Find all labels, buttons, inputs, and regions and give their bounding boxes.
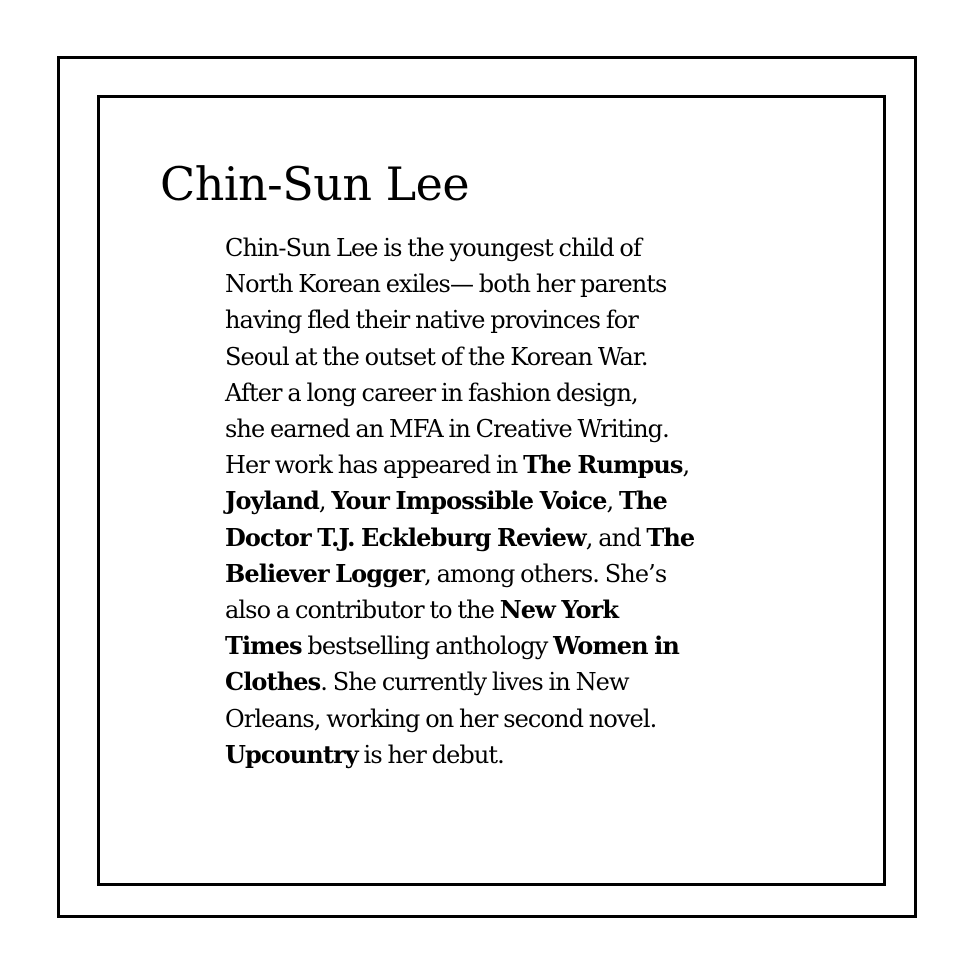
bio-line: North Korean exiles— both her parents [225, 270, 667, 299]
publication-title: Times [225, 631, 302, 661]
bio-line: Chin-Sun Lee is the youngest child of [225, 234, 641, 262]
bio-line: Joyland, Your Impossible Voice, The [225, 486, 667, 516]
publication-title: The [618, 486, 667, 516]
bio-line: After a long career in fashion design, [225, 378, 638, 407]
book-title: Women in [553, 631, 679, 661]
bio-line: having fled their native provinces for [225, 306, 638, 335]
book-title: Upcountry [225, 739, 358, 769]
publication-title: New York [499, 595, 619, 625]
bio-line: Doctor T.J. Eckleburg Review, and The [225, 522, 695, 552]
book-title: Clothes [225, 667, 321, 697]
publication-title: The [646, 522, 695, 552]
bio-line: Upcountry is her debut. [225, 739, 504, 769]
bio-line: Seoul at the outset of the Korean War. [225, 342, 648, 371]
bio-line: Her work has appeared in The Rumpus, [225, 450, 690, 480]
publication-title: Joyland [225, 486, 319, 516]
author-bio [225, 230, 865, 773]
bio-line: Orleans, working on her second novel. [225, 704, 657, 733]
bio-line: Times bestselling anthology Women in [225, 631, 679, 661]
bio-line: Clothes. She currently lives in New [225, 667, 629, 697]
author-name: Chin-Sun Lee [160, 157, 470, 211]
publication-title: Your Impossible Voice [331, 486, 607, 516]
publication-title: The Rumpus [523, 450, 683, 480]
publication-title: Believer Logger [225, 558, 425, 588]
bio-line: Believer Logger, among others. She’s [225, 558, 667, 588]
bio-line: also a contributor to the New York [225, 595, 619, 625]
publication-title: Doctor T.J. Eckleburg Review [225, 522, 586, 552]
bio-line: she earned an MFA in Creative Writing. [225, 415, 669, 444]
